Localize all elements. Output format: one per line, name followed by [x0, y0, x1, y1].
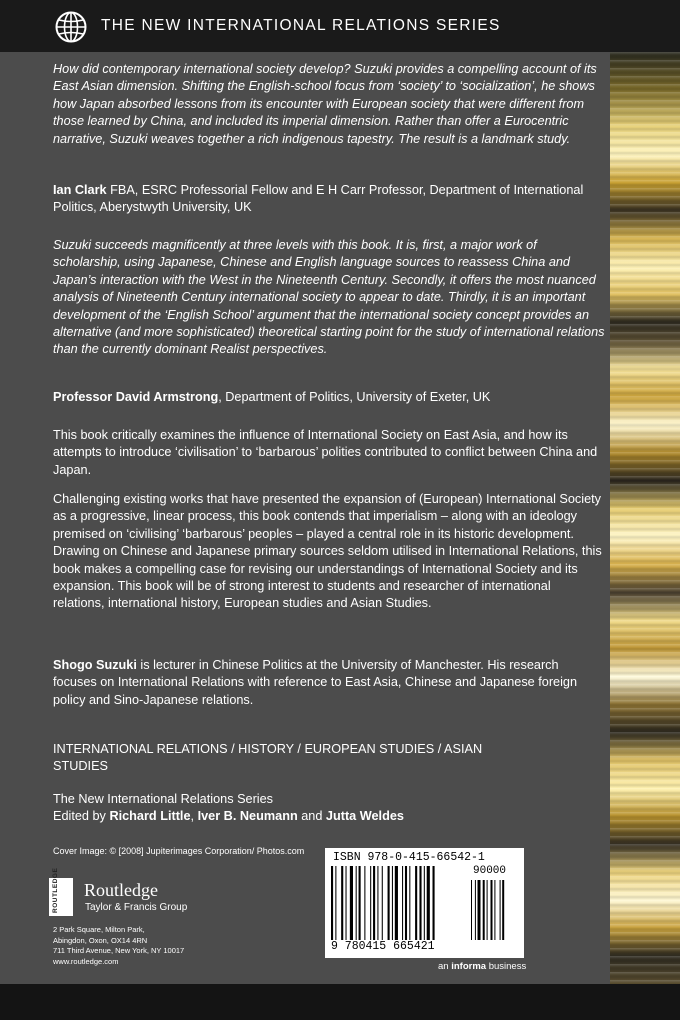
isbn-label: ISBN 978-0-415-66542-1	[333, 851, 485, 864]
editor-name: Richard Little	[109, 809, 191, 824]
ean-barcode	[331, 866, 465, 940]
routledge-logo	[49, 867, 73, 916]
endorser-name: Professor David Armstrong	[53, 390, 219, 404]
cover-image-credit: Cover Image: © [2008] Jupiterimages Corporation/ Photos.com	[53, 846, 305, 856]
publisher-group: Taylor & Francis Group	[85, 902, 188, 913]
author-bio	[53, 657, 605, 709]
address-line: 711 Third Avenue, New York, NY 10017	[53, 946, 185, 955]
description-paragraph-1: This book critically examines the influence of International Society on East Asia, and how its attempts to introduce ‘civilisation’ to ‘barbarous’ polities contributed to conflict between China and Japan.	[53, 428, 598, 477]
informa-prefix: an	[438, 961, 452, 972]
editor-name: Jutta Weldes	[325, 809, 404, 824]
subject-categories: INTERNATIONAL RELATIONS / HISTORY / EUROPEAN STUDIES / ASIAN STUDIES	[53, 742, 483, 774]
isbn-barcode-box	[325, 848, 524, 958]
series-header-bar	[0, 0, 680, 52]
editor-name: Iver B. Neumann	[197, 809, 298, 824]
editor-separator: and	[297, 809, 326, 824]
address-line: 2 Park Square, Milton Park,	[53, 925, 145, 934]
informa-business-mark	[438, 961, 526, 972]
endorsement-quote-2: Suzuki succeeds magnificently at three levels with this book. It is, first, a major work of scholarship, using Japanese, Chinese and English language sources to reassess China and Japan’s interaction with the West in the Nineteenth Century. Secondly, it offers the most nuanced analysis of Nineteenth Century international society to appear to date. Thirdly, it is an important development of the ‘English School’ argument that the international society concept provides an alternative (and more sophisticated) theoretical starting point for the study of international relations than the currently dominant Realist perspectives.	[53, 238, 605, 357]
series-info-title: The New International Relations Series	[53, 792, 274, 806]
address-line: www.routledge.com	[53, 956, 119, 966]
description-paragraph-2: Challenging existing works that have presented the expansion of (European) International Society as a progressive, linear process, this book contends that imperialism – along with an ideology premised on ‘civilising’ ‘barbarous’ peoples – played a central role in its historic development. Drawing on Chinese and Japanese primary sources seldom utilised in International Relations, this book makes a compelling case for revising our understandings of International Society and its expansion. This book will be of strong interest to students and researcher of international relations, international history, European studies and Asian Studies.	[53, 492, 602, 611]
price-barcode	[471, 880, 517, 940]
routledge-spine-logo: ROUTLEDGE	[52, 867, 59, 913]
endorsement-quote-1: How did contemporary international society develop? Suzuki provides a compelling account of its East Asian dimension. Shifting the English-school focus from ‘society’ to ‘socialization’, he shows how Japan absorbed lessons from its encounter with European society that were different from those learned by China, and included its imperial dimension. Rather than offer a Eurocentric narrative, Suzuki weaves together a rich indigenous tapestry. The result is a landmark study.	[53, 62, 597, 146]
informa-brand: informa	[451, 961, 487, 972]
bottom-bar	[0, 984, 680, 1020]
series-editors	[53, 808, 605, 825]
series-title: THE NEW INTERNATIONAL RELATIONS SERIES	[101, 17, 501, 34]
endorsement-attribution-1	[53, 182, 605, 217]
barcode-number: 9 780415 665421	[331, 940, 435, 953]
informa-suffix: business	[486, 961, 527, 972]
cover-image-strip	[610, 52, 680, 984]
edited-by-label: Edited by	[53, 809, 110, 824]
author-name: Shogo Suzuki	[53, 658, 137, 672]
endorser-affiliation: FBA, ESRC Professorial Fellow and E H Carr Professor, Department of International Politics, Aberystwyth University, UK	[53, 183, 584, 215]
price-code: 90000	[473, 865, 507, 877]
address-line: Abingdon, Oxon, OX14 4RN	[53, 935, 148, 945]
series-info	[53, 791, 605, 826]
globe-icon	[55, 11, 87, 43]
editor-separator: ,	[190, 809, 198, 824]
endorser-name: Ian Clark	[53, 183, 107, 197]
publisher-name: Routledge	[84, 880, 158, 900]
author-bio-text: is lecturer in Chinese Politics at the University of Manchester. His research focuses on International Relations with reference to East Asia, Chinese and Japanese foreign policy and Sino-Japanese relations.	[53, 658, 578, 707]
publisher-address	[53, 925, 184, 967]
endorsement-attribution-2	[53, 389, 605, 406]
endorser-affiliation: , Department of Politics, University of Exeter, UK	[218, 390, 491, 404]
